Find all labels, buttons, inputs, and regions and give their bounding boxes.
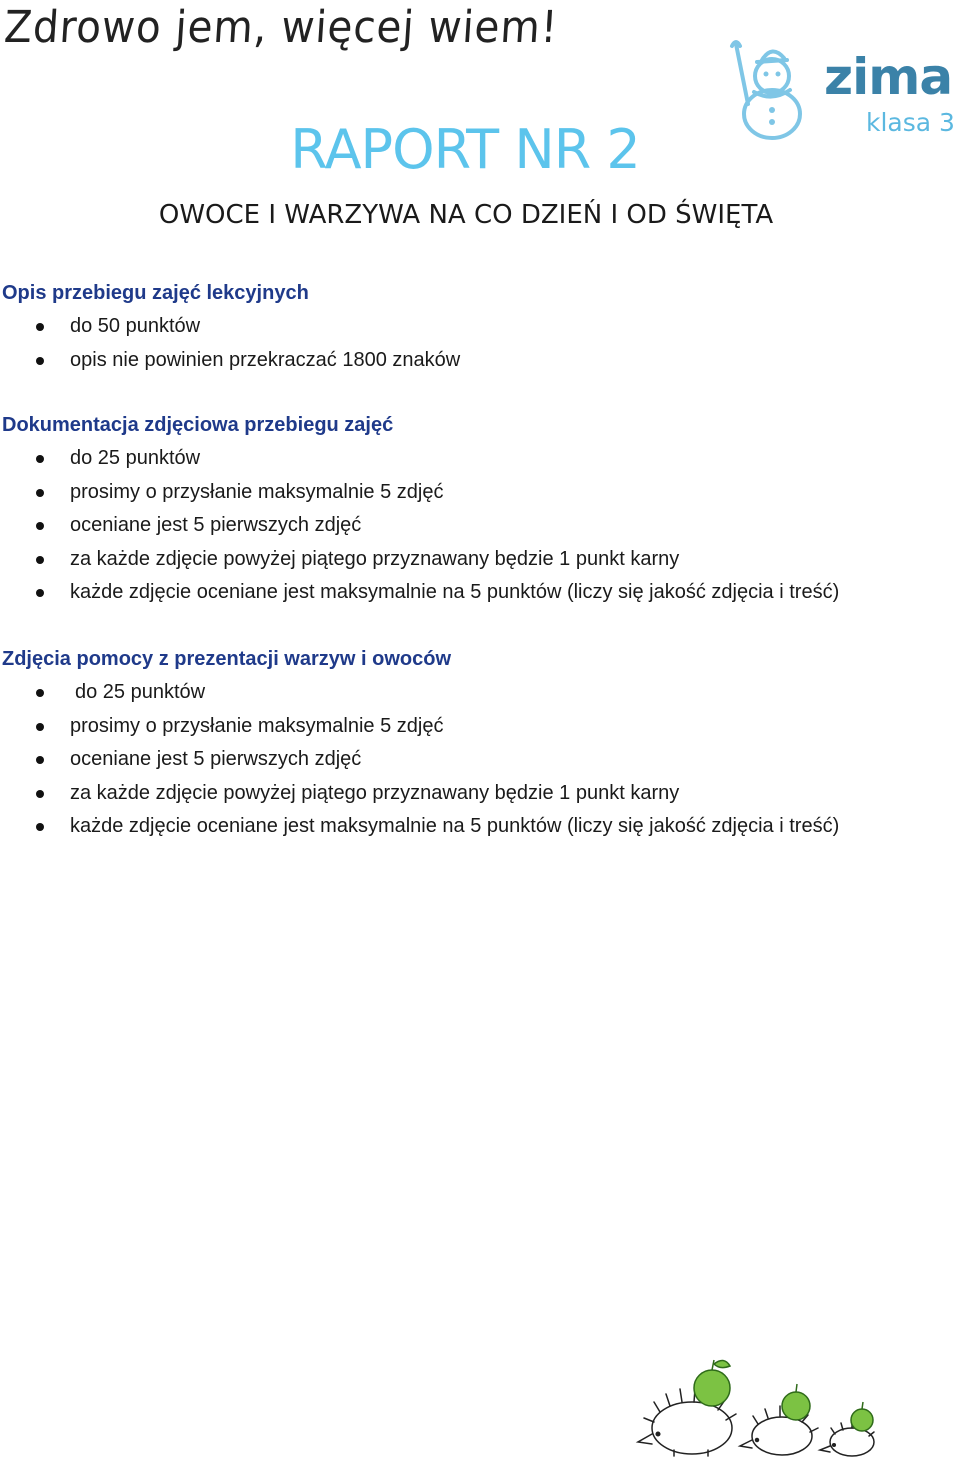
list-item — [2, 810, 902, 844]
section-heading: Opis przebiegu zajęć lekcyjnych — [2, 282, 309, 304]
list-item-text: za każde zdjęcie powyżej piątego przyznawany będzie 1 punkt karny — [70, 781, 680, 804]
list-item — [2, 310, 902, 344]
bullet-icon — [36, 556, 44, 564]
section-heading: Dokumentacja zdjęciowa przebiegu zajęć — [2, 414, 394, 436]
bullet-icon — [36, 323, 44, 331]
list-item-text: do 25 punktów — [70, 447, 201, 469]
list-item — [2, 743, 902, 777]
bullet-icon — [36, 756, 44, 764]
report-title: RAPORT NR 2 — [290, 118, 640, 181]
list-item-text: oceniane jest 5 pierwszych zdjęć — [70, 748, 362, 771]
bullet-list — [2, 310, 902, 377]
bullet-list — [2, 442, 902, 610]
list-item-text: prosimy o przysłanie maksymalnie 5 zdjęć — [70, 714, 444, 737]
list-item — [2, 509, 902, 543]
list-item — [2, 543, 902, 577]
list-item-text: prosimy o przysłanie maksymalnie 5 zdjęć — [70, 480, 444, 503]
section-presentation-photos — [2, 642, 902, 844]
list-item — [2, 676, 902, 710]
bullet-icon — [36, 723, 44, 731]
logo-word: zima — [824, 48, 953, 106]
bullet-list — [2, 676, 902, 844]
hedgehog-apple-icon — [630, 1350, 890, 1460]
report-subtitle: OWOCE I WARZYWA NA CO DZIEŃ I OD ŚWIĘTA — [158, 200, 774, 230]
bullet-icon — [36, 489, 44, 497]
section-photo-documentation — [2, 408, 902, 610]
section-lesson-description — [2, 276, 902, 377]
list-item — [2, 476, 902, 510]
bullet-icon — [36, 823, 44, 831]
list-item-text: opis nie powinien przekraczać 1800 znaków — [70, 348, 461, 371]
list-item-text: każde zdjęcie oceniane jest maksymalnie na 5 punktów (liczy się jakość zdjęcia i treść) — [70, 581, 840, 604]
list-item-text: za każde zdjęcie powyżej piątego przyznawany będzie 1 punkt karny — [70, 547, 680, 570]
bullet-icon — [36, 589, 44, 597]
list-item — [2, 344, 902, 378]
list-item — [2, 710, 902, 744]
bullet-icon — [36, 790, 44, 798]
section-heading: Zdjęcia pomocy z prezentacji warzyw i owoców — [2, 648, 452, 670]
list-item-text: do 50 punktów — [70, 315, 201, 337]
list-item — [2, 442, 902, 476]
handwritten-title: Zdrowo jem, więcej wiem! — [2, 2, 560, 53]
list-item-text: każde zdjęcie oceniane jest maksymalnie na 5 punktów (liczy się jakość zdjęcia i treść) — [70, 815, 840, 838]
bullet-icon — [36, 455, 44, 463]
bullet-icon — [36, 689, 44, 697]
bullet-icon — [36, 522, 44, 530]
logo-subtitle: klasa 3 — [866, 108, 955, 137]
list-item-text: do 25 punktów — [75, 681, 206, 703]
list-item-text: oceniane jest 5 pierwszych zdjęć — [70, 514, 362, 537]
list-item — [2, 777, 902, 811]
bullet-icon — [36, 357, 44, 365]
list-item — [2, 576, 902, 610]
